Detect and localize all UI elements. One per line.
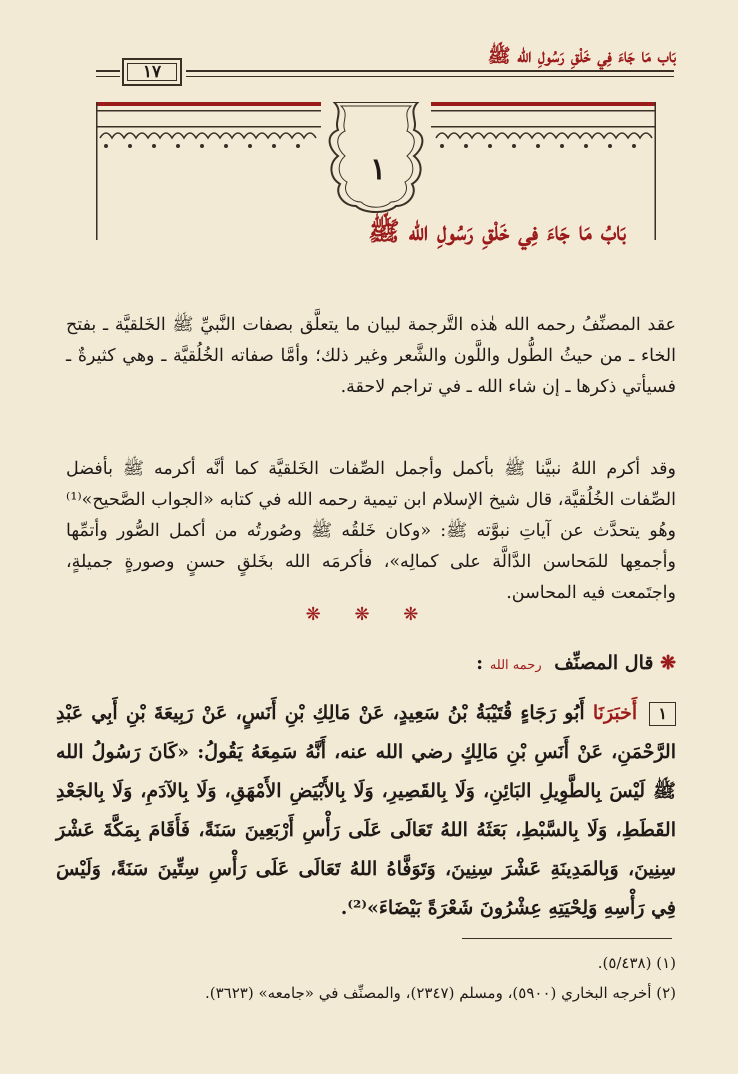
hadith-intro: أَخبَرَنَا xyxy=(592,702,638,724)
running-title: بَاب مَا جَاءَ فِي خَلْقِ رَسُولِ الله ﷺ xyxy=(487,45,676,67)
hadith-text-block xyxy=(56,694,676,928)
page-number-text: ١٧ xyxy=(142,62,162,82)
header-rule-bottom xyxy=(96,76,120,77)
chapter-number: ١ xyxy=(369,152,387,187)
section-heading xyxy=(476,652,676,674)
header-rule-long-top xyxy=(186,70,674,72)
section-label: قال المصنِّف xyxy=(554,652,654,674)
section-star-icon: ❋ xyxy=(660,652,676,674)
header-rule-top xyxy=(96,70,120,72)
footnote-2: (٢) أخرجه البخاري (٥٩٠٠)، ومسلم (٢٣٤٧)، والمصنِّف في «جامعه» (٣٦٢٣). xyxy=(204,984,676,1002)
section-colon: : xyxy=(476,652,484,674)
section-separator: ❋ ❋ ❋ xyxy=(305,604,433,625)
chapter-title: بَابُ مَا جَاءَ فِي خَلْقِ رَسُولِ الله ﷺ xyxy=(368,217,626,247)
intro-paragraph-1: عقد المصنِّفُ رحمه الله هٰذه التَّرجمة لبيان ما يتعلَّق بصفات النَّبيِّ ﷺ الخَلقيَّة ـ بفتح الخاء ـ من حيثُ الطُّول واللَّون والشَّعر وغير ذلك؛ وأمَّا صفاته الخُلُقيَّة ـ وهي كثيرةٌ ـ فسيأتي ذكرها ـ إن شاء الله ـ في تراجم لاحقة. xyxy=(66,315,676,397)
section-honorific: رحمه الله xyxy=(489,658,542,673)
header-rule-long-bottom xyxy=(186,76,674,77)
footnote-1: (١) (٥/٤٣٨). xyxy=(597,954,676,972)
page-number xyxy=(122,58,182,86)
hadith-number: ١ xyxy=(649,702,676,726)
intro-paragraph-2: وقد أكرم اللهُ نبيَّنا ﷺ بأكمل وأجمل الصِّفات الخَلقيَّة كما أنَّه أكرمه ﷺ بأفضل الصِّفات الخُلُقيَّة، قال شيخ الإسلام ابن تيمية رحمه الله في كتابه «الجواب الصَّحيح»⁽¹⁾ وهُو يتحدَّث عن آياتِ نبوَّته ﷺ: «وكان خَلقُه ﷺ وصُورتُه من أكمل الصُّور وأتمِّها وأجمعِها للمَحاسن الدَّالَّة على كمالِه»، فأكرمَه الله بخَلقٍ حسنٍ وصورةٍ جميلةٍ، واجتَمعت فيه المحاسن. xyxy=(66,459,676,603)
hadith-text: أَبُو رَجَاءٍ قُتَيْبَةُ بْنُ سَعِيدٍ، عَنْ مَالِكِ بْنِ أَنَسٍ، عَنْ رَبِيعَةَ بْنِ أَبِي عَبْدِ الرَّحْمَنِ، عَنْ أَنَسِ بْنِ مَالِكٍ رضي الله عنه، أَنَّهُ سَمِعَهُ يَقُولُ: «كَانَ رَسُولُ الله ﷺ لَيْسَ بِالطَّوِيلِ البَائِنِ، وَلَا بِالقَصِيرِ، وَلَا بِالأَبْيَضِ الأَمْهَقِ، وَلَا بِالآدَمِ، وَلَا بِالجَعْدِ القَطَطِ، وَلَا بِالسَّبْطِ، بَعَثَهُ اللهُ تَعَالَى عَلَى رَأْسِ أَرْبَعِينَ سَنَةً، فَأَقَامَ بِمَكَّةَ عَشْرَ سِنِينَ، وَبِالمَدِينَةِ عَشْرَ سِنِينَ، وَتَوَفَّاهُ اللهُ تَعَالَى عَلَى رَأْسِ سِتِّينَ سَنَةً، وَلَيْسَ فِي رَأْسِهِ وَلِحْيَتِهِ عِشْرُونَ شَعْرَةً بَيْضَاءَ»⁽²⁾. xyxy=(56,702,676,919)
footnote-divider xyxy=(462,938,672,939)
